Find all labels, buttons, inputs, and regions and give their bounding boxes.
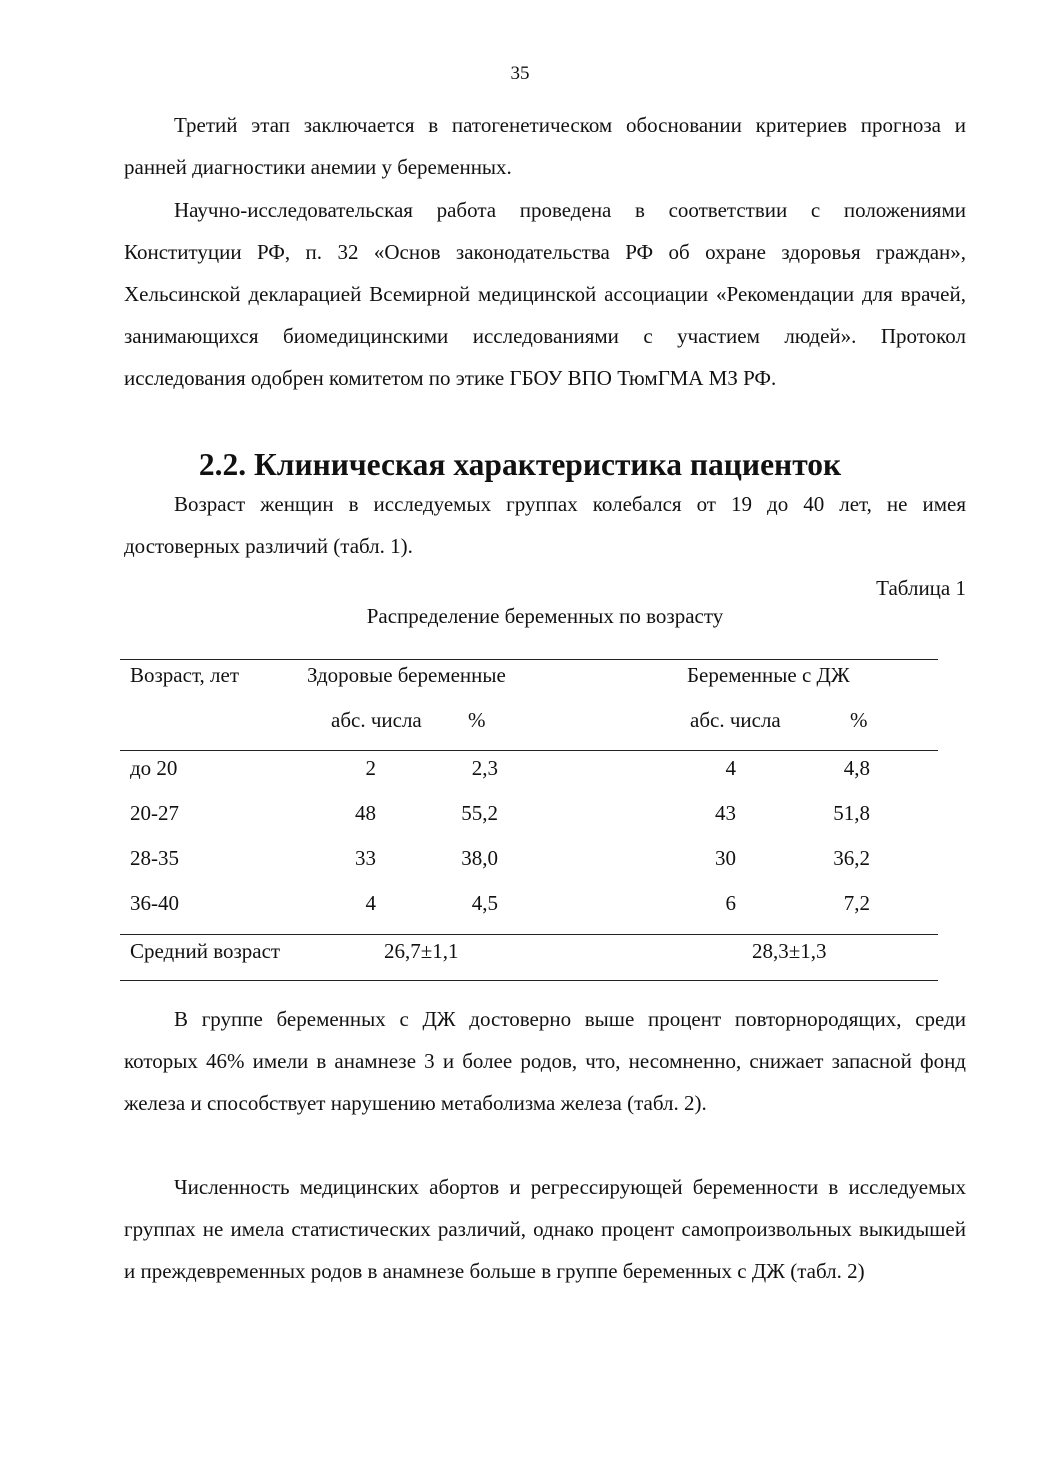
- cell-mean-label: Средний возраст: [130, 939, 281, 963]
- cell-healthy-abs: 2: [365, 756, 376, 780]
- cell-mean-healthy: 26,7±1,1: [384, 939, 459, 963]
- cell-dzh-pct: 7,2: [843, 891, 870, 915]
- header-healthy-group: Здоровые беременные: [307, 663, 506, 687]
- cell-dzh-abs: 43: [715, 801, 736, 825]
- cell-dzh-abs: 4: [725, 756, 736, 780]
- cell-healthy-abs: 48: [355, 801, 376, 825]
- cell-age: до 20: [130, 756, 178, 780]
- header-age: Возраст, лет: [130, 663, 240, 687]
- page-number: 35: [510, 63, 530, 84]
- cell-dzh-pct: 4,8: [843, 756, 870, 780]
- header-bottom-rule: [120, 750, 938, 751]
- mean-row-rule: [120, 934, 938, 935]
- cell-age: 20-27: [130, 801, 179, 825]
- section-heading: 2.2. Клиническая характеристика пациенток: [198, 447, 842, 482]
- subheader-healthy-abs: абс. числа: [331, 708, 422, 732]
- subheader-healthy-pct: %: [468, 708, 486, 732]
- cell-dzh-abs: 30: [715, 846, 736, 870]
- cell-healthy-pct: 55,2: [461, 801, 498, 825]
- cell-mean-dzh: 28,3±1,3: [752, 939, 827, 963]
- cell-healthy-abs: 33: [355, 846, 376, 870]
- table-top-rule: [120, 659, 938, 660]
- cell-dzh-pct: 36,2: [833, 846, 870, 870]
- table-label: Таблица 1: [876, 576, 966, 600]
- paragraph-abortions: Численность медицинских абортов и регрессирующей беременности в исследуемых группах не имела статистических различий, однако процент самопроизвольных выкидышей и преждевременных родов в анамнезе больше в группе беременных с ДЖ (табл. 2): [124, 1175, 966, 1283]
- cell-healthy-pct: 38,0: [461, 846, 498, 870]
- paragraph-age-range: Возраст женщин в исследуемых группах колебался от 19 до 40 лет, не имея достоверных различий (табл. 1).: [124, 492, 966, 558]
- cell-healthy-abs: 4: [365, 891, 376, 915]
- table-title: Распределение беременных по возрасту: [366, 604, 724, 628]
- paragraph-stage-three: Третий этап заключается в патогенетическом обосновании критериев прогноза и ранней диагностики анемии у беременных.: [124, 113, 966, 179]
- cell-age: 28-35: [130, 846, 179, 870]
- cell-dzh-abs: 6: [725, 891, 736, 915]
- subheader-dzh-pct: %: [850, 708, 868, 732]
- header-dzh-group: Беременные с ДЖ: [687, 663, 850, 687]
- cell-healthy-pct: 2,3: [471, 756, 498, 780]
- cell-age: 36-40: [130, 891, 179, 915]
- subheader-dzh-abs: абс. числа: [690, 708, 781, 732]
- cell-dzh-pct: 51,8: [833, 801, 870, 825]
- paragraph-ethics: Научно-исследовательская работа проведена в соответствии с положениями Конституции РФ, п. 32 «Основ законодательства РФ об охране здоровья граждан», Хельсинской декларацией Всемирной медицинской ассоциации «Рекомендации для врачей, занимающихся биомедицинскими исследованиями с участием людей». Протокол исследования одобрен комитетом по этике ГБОУ ВПО ТюмГМА МЗ РФ.: [124, 198, 966, 390]
- cell-healthy-pct: 4,5: [471, 891, 498, 915]
- table-bottom-rule: [120, 980, 938, 981]
- paragraph-multiparous: В группе беременных с ДЖ достоверно выше процент повторнородящих, среди которых 46% имели в анамнезе 3 и более родов, что, несомненно, снижает запасной фонд железа и способствует нарушению метаболизма железа (табл. 2).: [124, 1007, 966, 1115]
